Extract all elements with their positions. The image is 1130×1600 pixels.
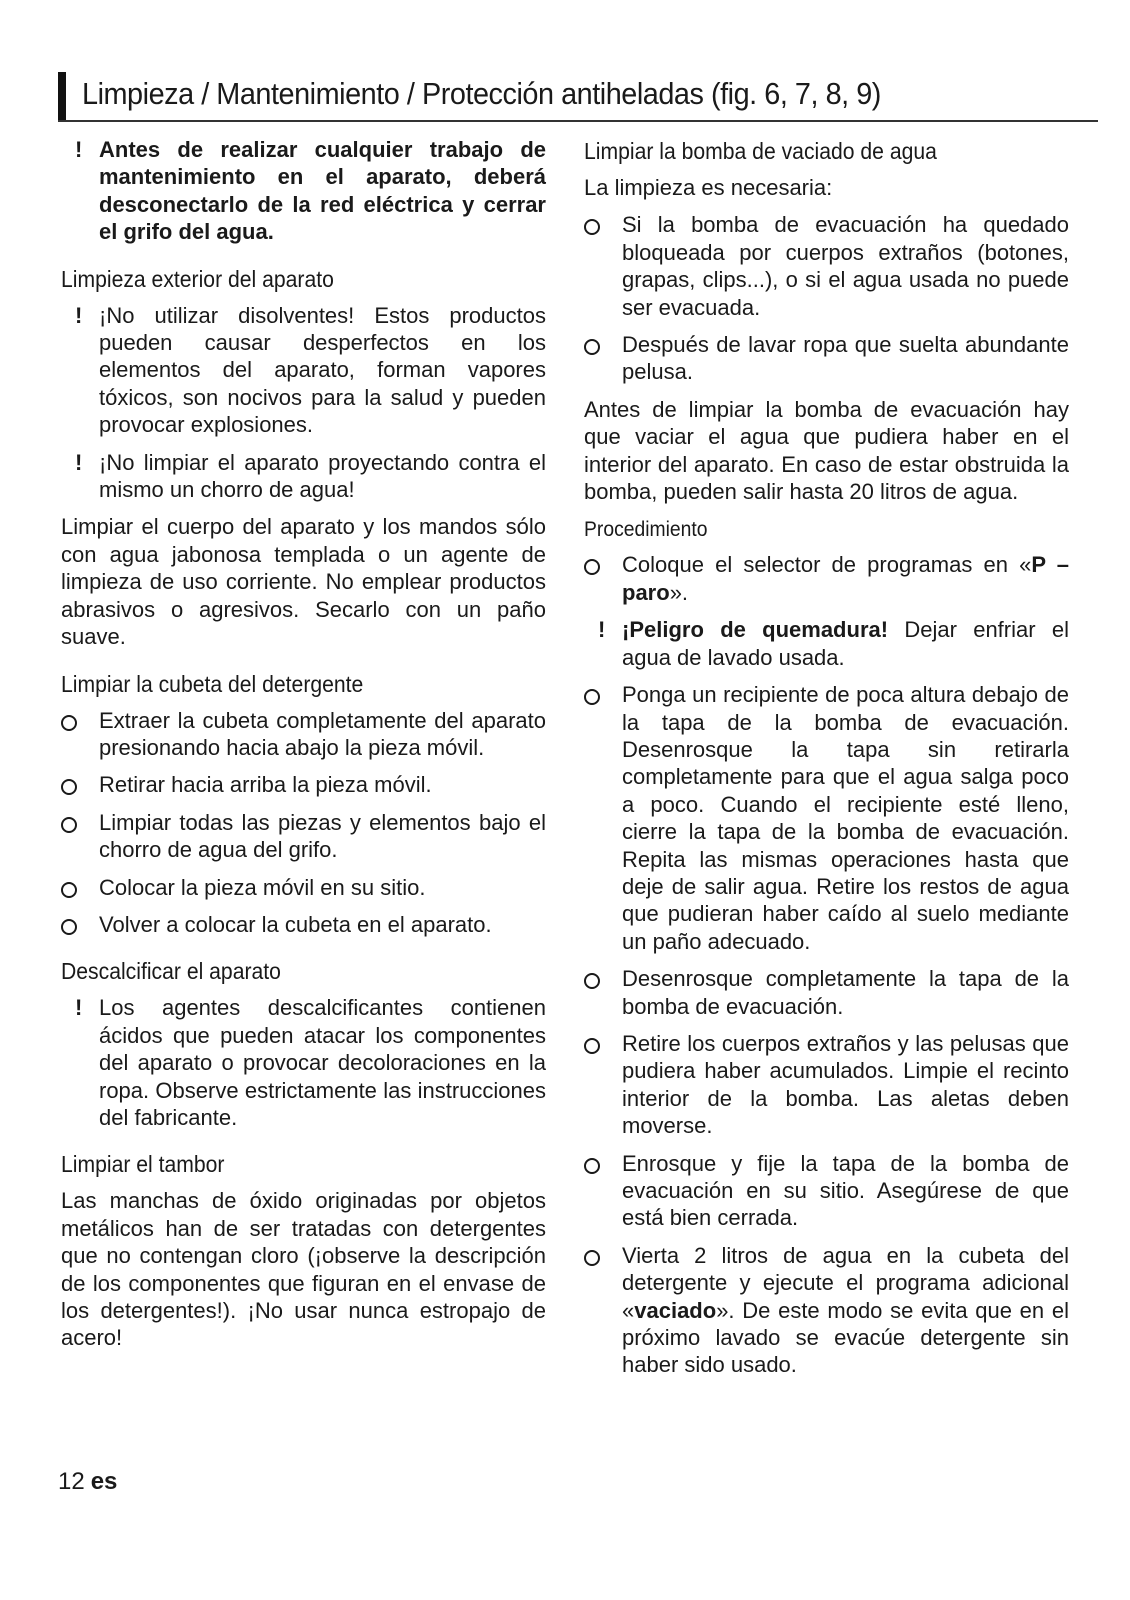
burn-warning: [584, 616, 1069, 671]
step-text: Retire los cuerpos extraños y las pelusas que pudiera haber acumulados. Limpie el recinto interior de la bomba. Las aletas deben moverse.: [622, 1030, 1069, 1139]
list-item-text: Después de lavar ropa que suelta abundante pelusa.: [622, 332, 1069, 385]
program-name-bold: vaciado: [634, 1297, 717, 1323]
bullet-circle-icon: [584, 559, 600, 575]
warning-item: [61, 449, 546, 504]
bullet-circle-icon: [584, 689, 600, 705]
step-item: [584, 681, 1069, 955]
left-column: [61, 136, 546, 1362]
step-text: Desenrosque completamente la tapa de la bomba de evacuación.: [622, 966, 1069, 1019]
warning-text: Los agentes descalcificantes contienen ácidos que pueden atacar los componentes del aparato o provocar decoloraciones en la ropa. Observe estrictamente las instrucciones del fabricante.: [99, 995, 546, 1130]
list-item-text: Limpiar todas las piezas y elementos bajo el chorro de agua del grifo.: [99, 809, 546, 863]
list-item-text: Retirar hacia arriba la pieza móvil.: [99, 772, 432, 798]
step-text: Enrosque y fije la tapa de la bomba de evacuación en su sitio. Asegúrese de que está bien cerrada.: [622, 1150, 1069, 1231]
bullet-circle-icon: [584, 1158, 600, 1174]
step-text-prefix: Coloque el selector de programas en «: [622, 552, 1032, 578]
bullet-circle-icon: [584, 973, 600, 989]
bullet-circle-icon: [61, 882, 77, 898]
heading-cubeta: Limpiar la cubeta del detergente: [61, 670, 364, 697]
step-item: [584, 551, 1069, 606]
bullet-circle-icon: [584, 339, 600, 355]
list-item-text: Extraer la cubeta completamente del aparato presionando hacia abajo la pieza móvil.: [99, 707, 546, 760]
warning-mark-icon: !: [75, 302, 83, 328]
program-name-bold: P – paro: [622, 552, 1069, 605]
page-title: Limpieza / Mantenimiento / Protección antiheladas (fig. 6, 7, 8, 9): [82, 76, 881, 111]
list-item: [61, 809, 546, 864]
heading-procedimiento: Procedimiento: [584, 518, 708, 542]
list-item: [61, 874, 546, 901]
warning-mark-icon: !: [75, 449, 83, 475]
warning-text: ¡No limpiar el aparato proyectando contra el mismo un chorro de agua!: [99, 449, 546, 503]
list-item: [584, 211, 1069, 321]
step-text: Ponga un recipiente de poca altura debajo de la tapa de la bomba de evacuación. Desenrosque la tapa sin retirarla completamente para que el agua salga poco a poco. Cuando el recipiente esté lleno, cierre la tapa de la bomba de evacuación. Repita las mismas operaciones hasta que deje de salir agua. Retire los restos de agua que pudieran haber caído al suelo mediante un paño adecuado.: [622, 682, 1069, 954]
list-item: [61, 911, 546, 938]
step-text-suffix: ».: [669, 579, 689, 605]
bullet-circle-icon: [61, 817, 77, 833]
list-item: [61, 771, 546, 798]
warning-mark-icon: !: [598, 617, 606, 643]
step-text-prefix: Vierta 2 litros de agua en la cubeta del detergente y ejecute el programa adicional «: [622, 1242, 1069, 1323]
maintenance-warning-text: Antes de realizar cualquier trabajo de mantenimiento en el aparato, deberá desconectarlo de la red eléctrica y cerrar el grifo del agua.: [99, 137, 546, 245]
warning-text: ¡No utilizar disolventes! Estos productos pueden causar desperfectos en los elementos del aparato, forman vapores tóxicos, son nocivos para la salud y pueden provocar explosiones.: [99, 302, 546, 438]
step-item: [584, 965, 1069, 1020]
language-code: es: [90, 1468, 118, 1495]
page-footer: [58, 1468, 117, 1496]
bullet-circle-icon: [61, 779, 77, 795]
bullet-circle-icon: [584, 219, 600, 235]
warning-item: [61, 302, 546, 439]
list-item: [61, 707, 546, 762]
warning-mark-icon: !: [75, 995, 83, 1021]
heading-exterior: Limpieza exterior del aparato: [61, 265, 334, 292]
list-item: [584, 331, 1069, 386]
heading-tambor: Limpiar el tambor: [61, 1151, 225, 1178]
page-number: 12: [58, 1468, 85, 1495]
intro-text: La limpieza es necesaria:: [584, 175, 833, 200]
list-item-text: Volver a colocar la cubeta en el aparato.: [99, 911, 492, 937]
list-item-text: Colocar la pieza móvil en su sitio.: [99, 874, 426, 900]
step-item: [584, 1030, 1069, 1140]
header-bar-marker: [58, 72, 66, 120]
heading-descalcificar: Descalcificar el aparato: [61, 958, 281, 985]
page-header: [58, 72, 1098, 122]
bullet-circle-icon: [584, 1250, 600, 1266]
step-item: [584, 1150, 1069, 1232]
maintenance-warning: [61, 136, 546, 246]
warning-item: [61, 994, 546, 1131]
burn-warning-bold: ¡Peligro de quemadura!: [622, 617, 889, 643]
tambor-paragraph: Las manchas de óxido originadas por objetos metálicos han de ser tratadas con detergentes que no contengan cloro (¡observe la descripción de los componentes que figuran en el envase de los detergentes!). ¡No usar nunca estropajo de acero!: [61, 1188, 546, 1351]
bullet-circle-icon: [584, 1038, 600, 1054]
right-column: [584, 136, 1069, 1389]
drain-paragraph: Antes de limpiar la bomba de evacuación hay que vaciar el agua que pudiera haber en el interior del aparato. En caso de estar obstruida la bomba, pueden salir hasta 20 litros de agua.: [584, 396, 1069, 505]
step-text-suffix: ». De este modo se evita que en el próximo lavado se evacúe detergente sin haber sido usado.: [622, 1297, 1069, 1378]
exterior-paragraph: Limpiar el cuerpo del aparato y los mandos sólo con agua jabonosa templada o un agente de limpieza de uso corriente. No emplear productos abrasivos o agresivos. Secarlo con un paño suave.: [61, 514, 546, 650]
list-item-text: Si la bomba de evacuación ha quedado bloqueada por cuerpos extraños (botones, grapas, clips...), o si el agua usada no puede ser evacuada.: [622, 212, 1069, 320]
warning-mark-icon: !: [75, 137, 83, 162]
burn-warning-text: Dejar enfriar el agua de lavado usada.: [622, 617, 1069, 670]
heading-bomba: Limpiar la bomba de vaciado de agua: [584, 138, 937, 164]
bullet-circle-icon: [61, 919, 77, 935]
bullet-circle-icon: [61, 715, 77, 731]
step-item: [584, 1242, 1069, 1379]
